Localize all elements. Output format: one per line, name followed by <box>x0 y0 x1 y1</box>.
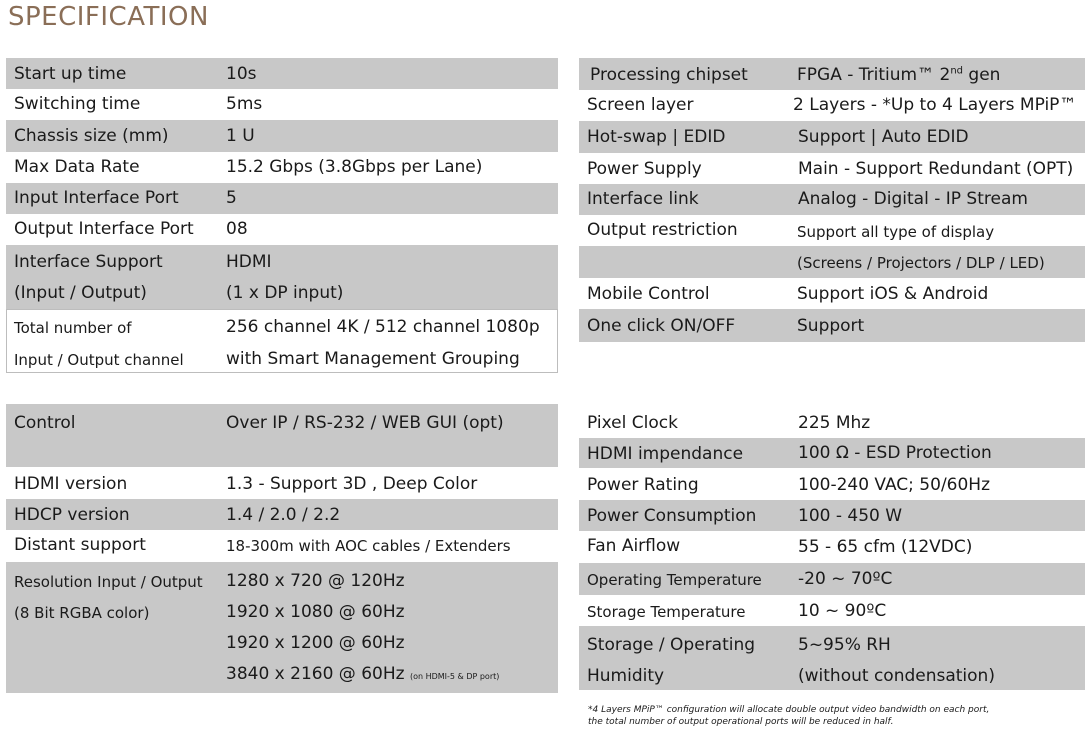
spec-value <box>226 664 499 687</box>
spec-row <box>6 183 558 214</box>
spec-label: (Input / Output) <box>14 283 147 303</box>
spec-label: Output Interface Port <box>14 219 194 239</box>
spec-table-right-top <box>579 58 1085 342</box>
spec-table-left-bottom <box>6 404 558 693</box>
spec-value: (without condensation) <box>798 666 995 686</box>
footnote-text <box>588 704 989 728</box>
spec-value: Over IP / RS-232 / WEB GUI (opt) <box>226 413 504 433</box>
spec-row <box>579 531 1085 563</box>
spec-value: 10 ~ 90ºC <box>798 601 887 621</box>
spec-value: 1.3 - Support 3D , Deep Color <box>226 474 478 494</box>
spec-row <box>6 499 558 530</box>
spec-row <box>579 438 1085 468</box>
spec-label: Mobile Control <box>587 284 710 304</box>
spec-row <box>579 626 1085 690</box>
spec-row <box>6 530 558 562</box>
spec-row <box>579 121 1085 153</box>
spec-row <box>579 595 1085 626</box>
spec-label: Power Supply <box>587 159 702 179</box>
spec-label: HDMI impendance <box>587 444 744 464</box>
spec-row <box>6 467 558 499</box>
spec-value: 1920 x 1080 @ 60Hz <box>226 602 405 622</box>
spec-value <box>797 65 1000 85</box>
spec-value-text: 3840 x 2160 @ 60Hz <box>226 664 405 684</box>
spec-row <box>579 90 1085 121</box>
spec-value: 5 <box>226 188 237 208</box>
spec-value: 100 Ω - ESD Protection <box>798 443 992 463</box>
spec-table-left-top <box>6 58 558 373</box>
spec-label: Power Rating <box>587 475 699 495</box>
spec-value: 55 - 65 cfm (12VDC) <box>798 537 973 557</box>
spec-value: (Screens / Projectors / DLP / LED) <box>797 254 1045 272</box>
spec-label: Input / Output channel <box>14 351 184 369</box>
spec-label: Resolution Input / Output <box>14 573 203 591</box>
spec-row <box>6 309 558 373</box>
spec-row <box>579 309 1085 342</box>
spec-label: Start up time <box>14 64 127 84</box>
footnote-line: *4 Layers MPiP™ configuration will allocate double output video bandwidth on each port, <box>588 705 990 715</box>
spec-row <box>6 214 558 245</box>
spec-label: Hot-swap | EDID <box>587 127 726 147</box>
spec-row <box>6 120 558 152</box>
spec-label: Storage Temperature <box>587 603 746 621</box>
spec-row <box>6 58 558 89</box>
spec-row <box>579 404 1085 438</box>
spec-label: (8 Bit RGBA color) <box>14 604 150 622</box>
spec-label: Max Data Rate <box>14 157 140 177</box>
spec-value: 5ms <box>226 94 263 114</box>
spec-label: Humidity <box>587 666 665 686</box>
spec-row <box>6 245 558 309</box>
spec-label: Storage / Operating <box>587 635 756 655</box>
spec-label: Pixel Clock <box>587 413 678 433</box>
spec-value: 1 U <box>226 126 255 146</box>
spec-label: Processing chipset <box>590 65 748 85</box>
footnote: (on HDMI-5 & DP port) <box>409 672 500 681</box>
spec-row <box>579 58 1085 90</box>
spec-label: Total number of <box>14 319 132 337</box>
spec-row <box>579 184 1085 215</box>
footnote-line: the total number of output operational ports will be reduced in half. <box>588 717 894 727</box>
spec-label: HDCP version <box>14 505 130 525</box>
spec-value: 2 Layers - *Up to 4 Layers MPiP™ <box>793 95 1077 115</box>
spec-row <box>6 89 558 120</box>
spec-value: 1.4 / 2.0 / 2.2 <box>226 505 341 525</box>
spec-row <box>579 563 1085 595</box>
spec-label: Output restriction <box>587 220 738 240</box>
spec-value: Support | Auto EDID <box>798 127 969 147</box>
spec-label: Power Consumption <box>587 506 757 526</box>
spec-label: One click ON/OFF <box>587 316 736 336</box>
spec-value-text: FPGA - Tritium™ 2 <box>797 65 951 85</box>
spec-label: Chassis size (mm) <box>14 126 169 146</box>
spec-row <box>6 562 558 693</box>
spec-label: Operating Temperature <box>587 571 762 589</box>
spec-value: 5~95% RH <box>798 635 891 655</box>
spec-label: Fan Airflow <box>587 536 681 556</box>
spec-value: -20 ~ 70ºC <box>798 569 893 589</box>
spec-label: HDMI version <box>14 474 128 494</box>
spec-row <box>579 278 1085 309</box>
spec-value: 18-300m with AOC cables / Extenders <box>226 537 511 555</box>
page-title: SPECIFICATION <box>8 2 209 32</box>
spec-value: 1280 x 720 @ 120Hz <box>226 571 405 591</box>
spec-value: 225 Mhz <box>798 413 871 433</box>
spec-table-right-bottom <box>579 404 1085 690</box>
spec-label: Switching time <box>14 94 141 114</box>
spec-value: (1 x DP input) <box>226 283 344 303</box>
spec-row <box>579 215 1085 246</box>
spec-label: Screen layer <box>587 95 694 115</box>
spec-label: Interface Support <box>14 252 163 272</box>
spec-value: 15.2 Gbps (3.8Gbps per Lane) <box>226 157 483 177</box>
spec-label: Interface link <box>587 189 699 209</box>
spec-value: Main - Support Redundant (OPT) <box>798 159 1074 179</box>
spec-row <box>6 404 558 467</box>
spec-value: 100 - 450 W <box>798 506 903 526</box>
spec-label: Control <box>14 413 76 433</box>
spec-value: HDMI <box>226 252 272 272</box>
spec-row <box>579 468 1085 500</box>
spec-value: 1920 x 1200 @ 60Hz <box>226 633 405 653</box>
spec-value: 08 <box>226 219 248 239</box>
spec-row <box>579 246 1085 278</box>
spec-row <box>6 152 558 183</box>
spec-value: Support iOS & Android <box>797 284 989 304</box>
spec-value: 256 channel 4K / 512 channel 1080p <box>226 317 540 337</box>
spec-value: Support all type of display <box>797 223 995 241</box>
spec-value: 100-240 VAC; 50/60Hz <box>798 475 991 495</box>
spec-value: with Smart Management Grouping <box>226 349 520 369</box>
superscript: nd <box>950 65 964 77</box>
spec-row <box>579 500 1085 531</box>
spec-value: Support <box>797 316 865 336</box>
spec-value-text: gen <box>963 65 1001 85</box>
spec-value: 10s <box>226 64 257 84</box>
spec-label: Input Interface Port <box>14 188 179 208</box>
spec-row <box>579 153 1085 184</box>
spec-value: Analog - Digital - IP Stream <box>798 189 1028 209</box>
spec-label: Distant support <box>14 535 146 555</box>
